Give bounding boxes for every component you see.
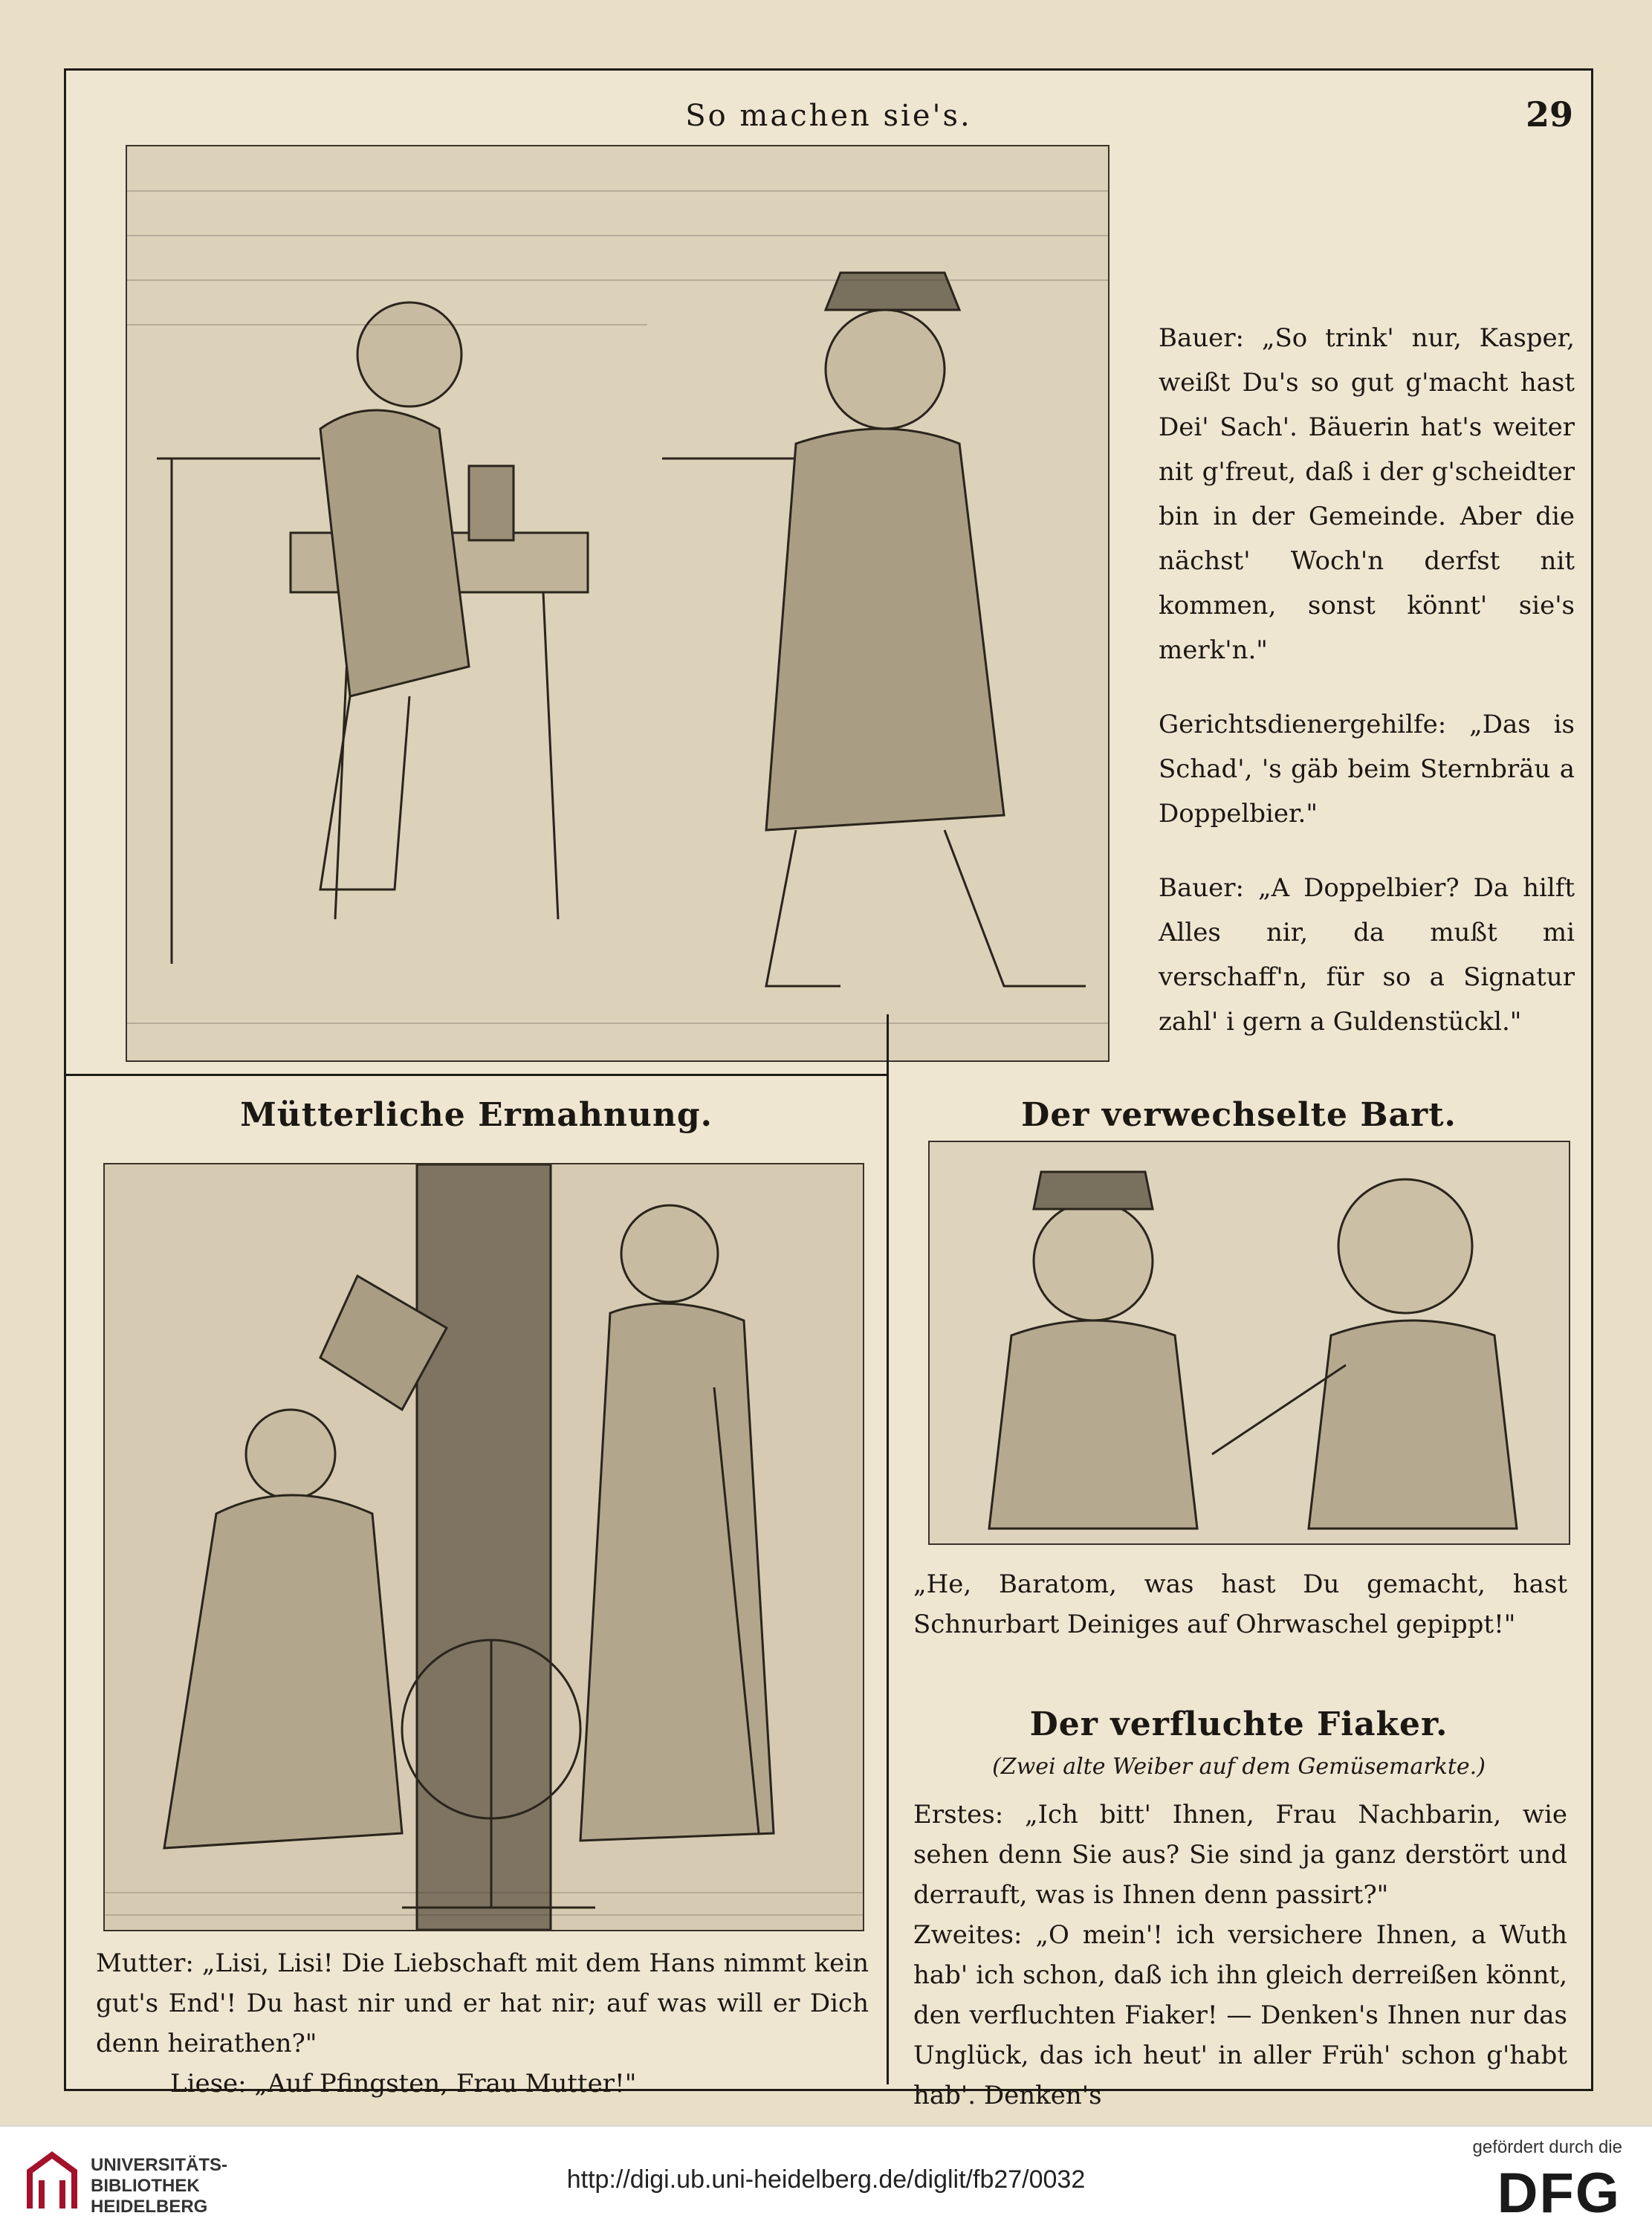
story4-line: Zweites: „O mein'! ich versichere Ihnen, a Wuth hab' ich schon, daß ich ihn gleich derreißen könnt, den verfluchten Fiaker! — Denken's Ihnen nur das Unglück, das ich heut' in aller Früh' schon g'habt hab'. Denken's xyxy=(913,1920,1567,2110)
story1-line: Bauer: „A Doppelbier? Da hilft Alles nir, da mußt mi verschaff'n, für so a Signatur zahl' i gern a Guldenstückl." xyxy=(1159,873,1575,1037)
spinning-engraving-drawing xyxy=(105,1164,863,1930)
story2-line: Liese: „Auf Pfingsten, Frau Mutter!" xyxy=(170,2069,637,2099)
story4-subtitle: (Zwei alte Weiber auf dem Gemüsemarkte.) xyxy=(992,1754,1486,1780)
page-frame xyxy=(64,68,1593,2110)
story3-title: Der verwechselte Bart. xyxy=(1021,1096,1457,1134)
story3-caption: „He, Baratom, was hast Du gemacht, hast Schnurbart Deiniges auf Ohrwaschel gepippt!" xyxy=(913,1569,1567,1639)
page-number: 29 xyxy=(1525,94,1573,135)
running-title: So machen sie's. xyxy=(685,99,972,133)
digitization-url-link[interactable]: http://digi.ub.uni-heidelberg.de/diglit/fb27/0032 xyxy=(566,2165,1086,2194)
story4-line: Erstes: „Ich bitt' Ihnen, Frau Nachbarin, wie sehen denn Sie aus? Sie sind ja ganz derstört und derrauft, was is Ihnen denn passirt?" xyxy=(913,1800,1567,1910)
tavern-engraving-drawing xyxy=(127,146,1108,1060)
footer-bar xyxy=(0,2125,1652,2236)
library-name-line: UNIVERSITÄTS- xyxy=(91,2155,228,2175)
soldiers-engraving-drawing xyxy=(930,1142,1569,1543)
dfg-logo: DFG xyxy=(1497,2162,1621,2225)
soldiers-illustration xyxy=(928,1141,1570,1545)
funded-by-label: gefördert durch die xyxy=(1472,2137,1622,2157)
spinning-illustration xyxy=(103,1163,864,1931)
library-name-line: BIBLIOTHEK xyxy=(91,2176,200,2196)
tavern-illustration xyxy=(126,145,1110,1062)
divider-top-left xyxy=(66,1074,887,1076)
library-name-line: HEIDELBERG xyxy=(91,2197,208,2217)
story2-title: Mütterliche Ermahnung. xyxy=(240,1096,713,1134)
column-divider xyxy=(887,1014,889,2084)
story4-title: Der verfluchte Fiaker. xyxy=(1029,1705,1448,1743)
story1-text xyxy=(1159,316,1575,1074)
story1-line: Gerichtsdienergehilfe: „Das is Schad', 's gäb beim Sternbräu a Doppelbier." xyxy=(1159,710,1575,829)
story4-text xyxy=(913,1795,1567,2116)
story2-text xyxy=(96,1943,869,2104)
story2-line: Mutter: „Lisi, Lisi! Die Liebschaft mit dem Hans nimmt kein gut's End'! Du hast nir und er hat nir; auf was will er Dich denn heirathen?" xyxy=(96,1948,869,2058)
story1-line: Bauer: „So trink' nur, Kasper, weißt Du's so gut g'macht hast Dei' Sach'. Bäuerin hat's weiter nit g'freut, daß i der g'scheidter bin in der Gemeinde. Aber die nächst' Woch'n derfst nit kommen, sonst könnt' sie's merk'n." xyxy=(1159,323,1575,665)
